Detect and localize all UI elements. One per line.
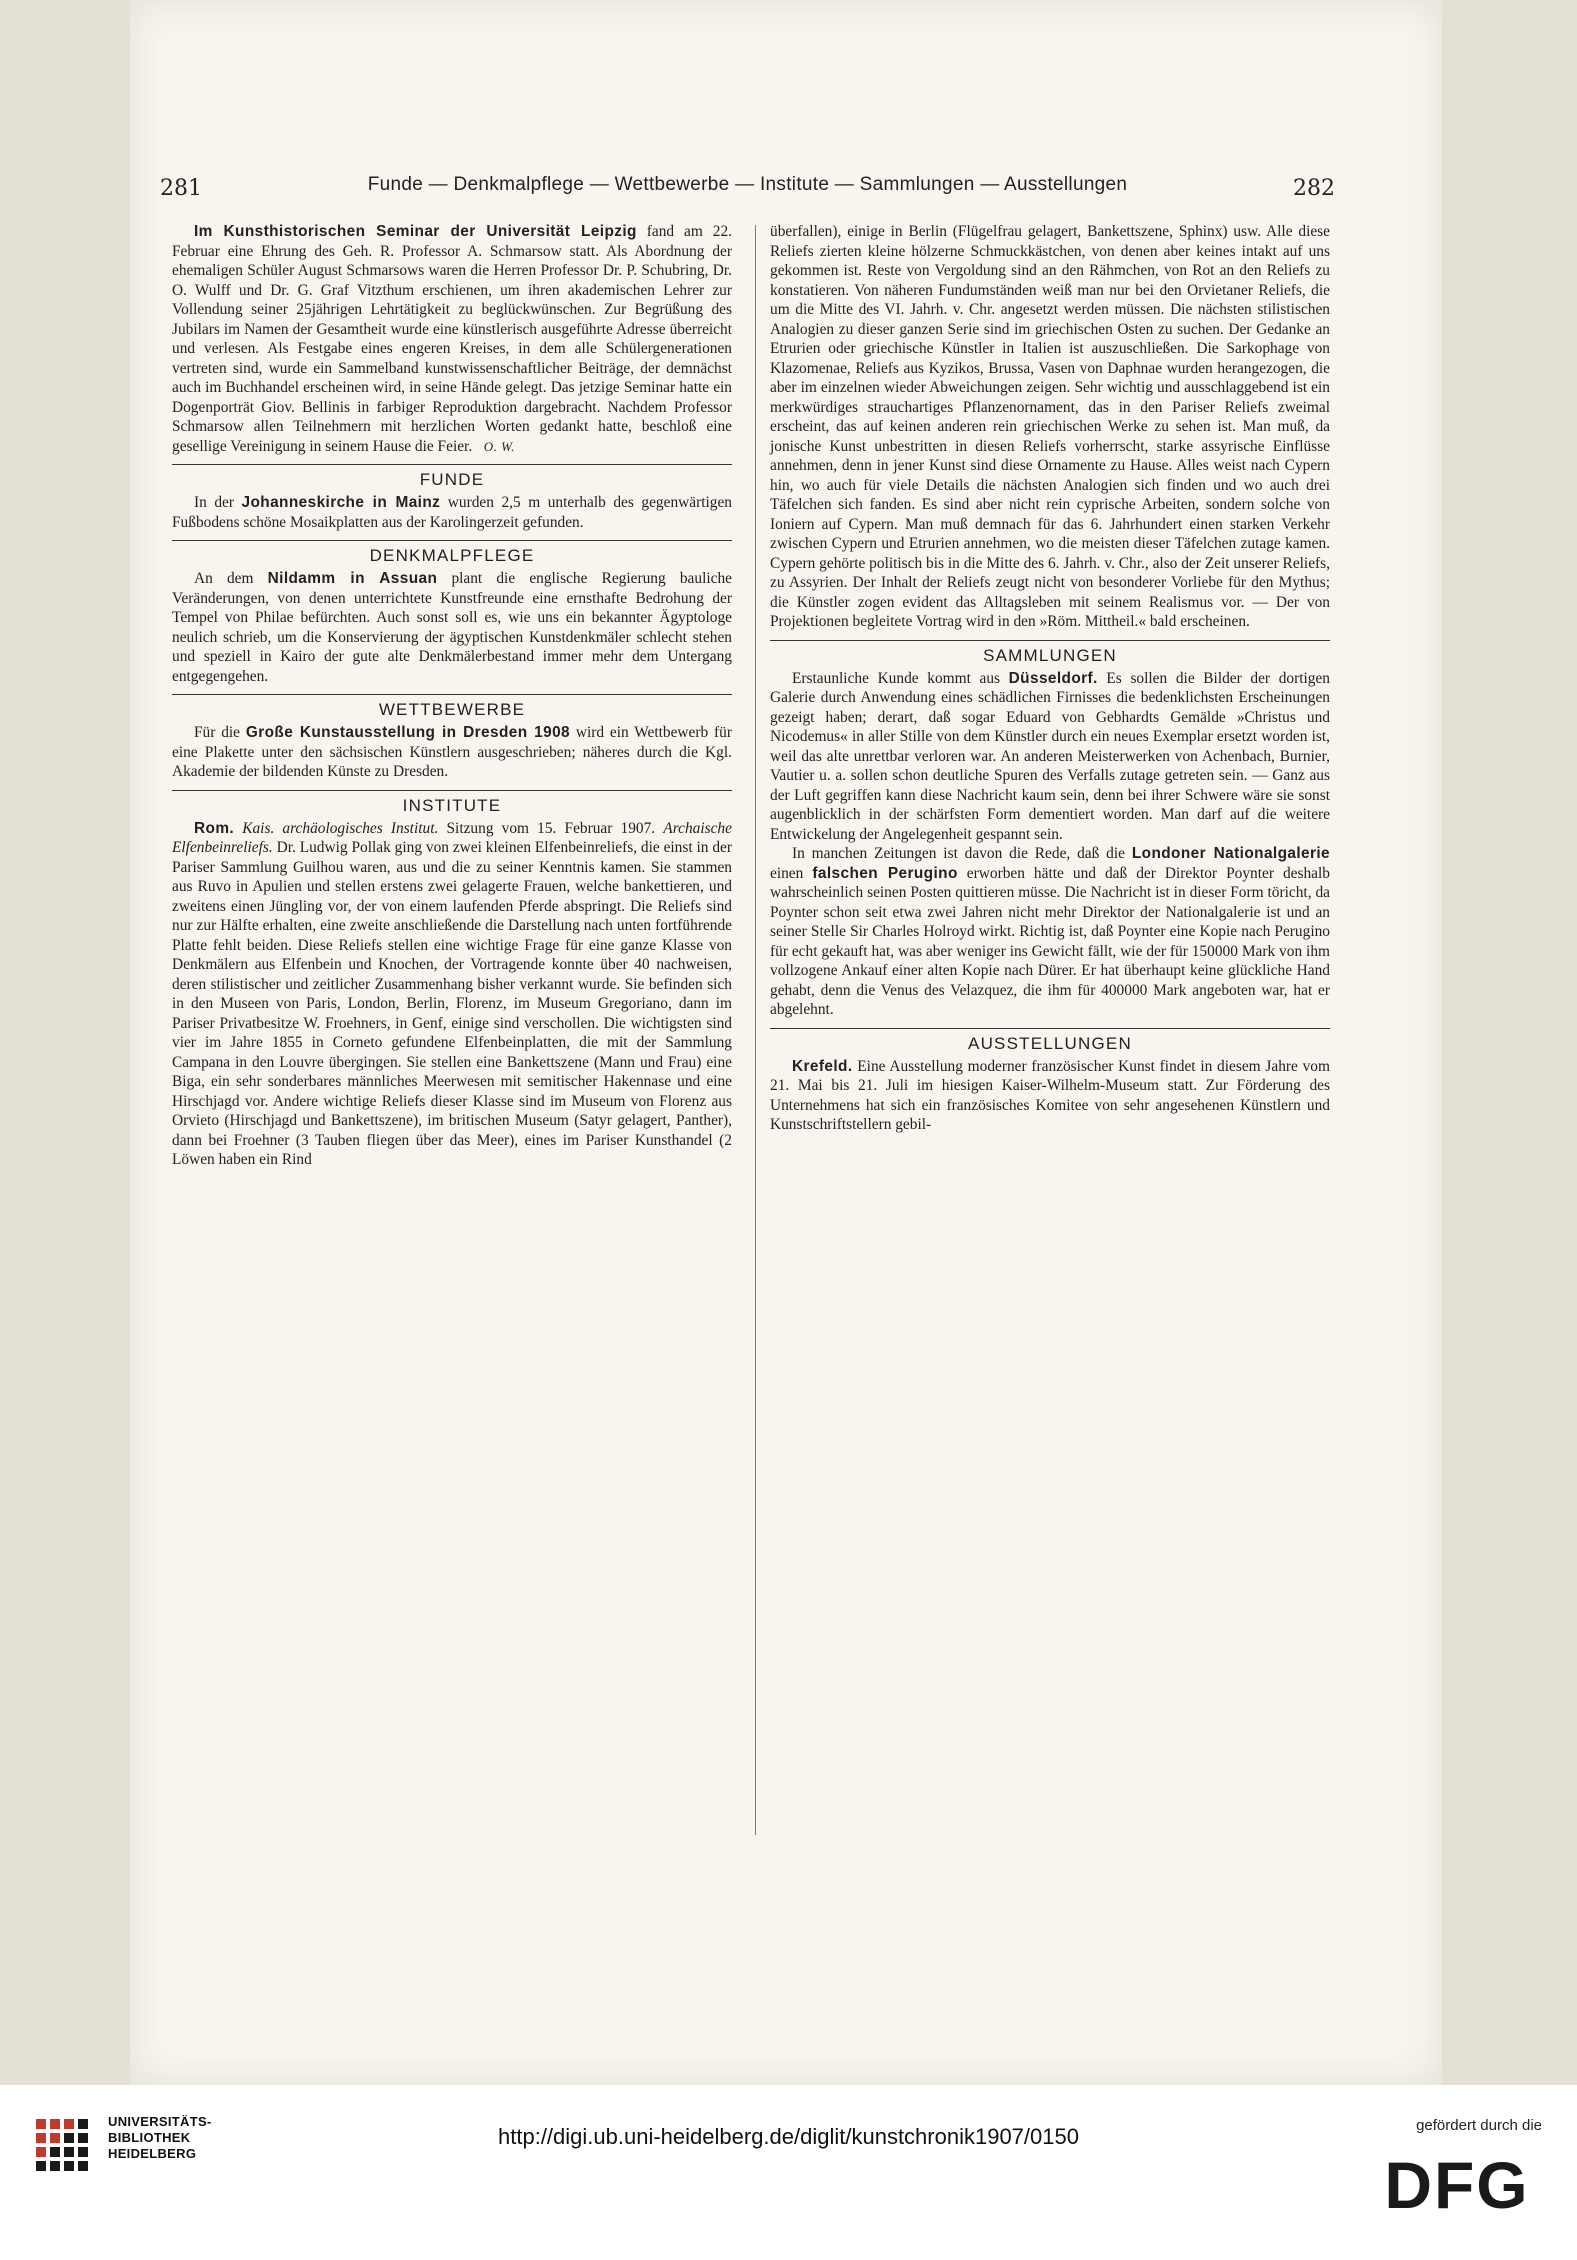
samm2-subject-1: Londoner Nationalgalerie — [1131, 845, 1331, 862]
funde-subject: Johanneskirche in Mainz — [241, 494, 441, 511]
column-divider — [755, 225, 756, 1835]
funde-text: wurden 2,5 m unterhalb des gegenwärtigen Fußbodens schöne Mosaikplatten aus der Karolingerzeit gefunden. — [172, 494, 732, 531]
library-line-2: BIBLIOTHEK — [108, 2130, 191, 2145]
library-line-3: HEIDELBERG — [108, 2146, 197, 2161]
permalink-url[interactable]: http://digi.ub.uni-heidelberg.de/diglit/kunstchronik1907/0150 — [498, 2124, 1079, 2149]
institute-date: Sitzung vom 15. Februar 1907. — [446, 819, 656, 837]
author-signature: O. W. — [483, 438, 516, 454]
wett-subject: Große Kunstausstellung in Dresden 1908 — [245, 724, 571, 741]
ausst-text: Eine Ausstellung moderner französischer Kunst findet in diesem Jahre vom 21. Mai bis 21. Juli im hiesigen Kaiser-Wilhelm-Museum statt. Zur Förderung des Unternehmens hat sich ein französisches Komitee von sehr angesehenen Künstlern und Kunstschriftstellern gebil- — [770, 1057, 1330, 1133]
samm2-text: erworben hätte und daß der Direktor Poynter deshalb wahrscheinlich seinen Posten quittieren müsse. Die Nachricht ist in dieser Form töricht, da Poynter schon seit etwa zwei Jahren nicht mehr Direktor der Nationalgalerie ist und an seiner Stelle Sir Charles Holroyd wirkt. Richtig ist, daß Poynter eine Kopie nach Perugino für echt gekauft hat, was aber weniger ins Gewicht fällt, wie der für 150000 Mark von ihm vollzogene Ankauf einer alten Kopie nach Dürer. Er hat überhaupt keine glückliche Hand gehabt, denn die Venus des Velazquez, die ihm für 400000 Mark angeboten war, hat er abgelehnt. — [770, 864, 1330, 1018]
seminar-text: fand am 22. Februar eine Ehrung des Geh. R. Professor A. Schmarsow statt. Als Abordnung der ehemaligen Schüler August Schmarsows waren die Herren Professor Dr. P. Schubring, Dr. O. Wulff und Dr. G. Graf Vitzthum erschienen, um ihren akademischen Lehrer zur Vollendung seiner 25jährigen Lehrtätigkeit zu beglückwünschen. Zur Begrüßung des Jubilars im Namen der Gesamtheit wurde eine künstlerisch ausgeführte Adresse überreicht und verlesen. Als Festgabe eines engeren Kreises, in dem alle Schülergenerationen vertreten sind, wurde ein Sammelband kunstwissenschaftlicher Beiträge, der demnächst auch im Buchhandel erscheinen wird, in seine Hände gelegt. Das jetzige Seminar hatte ein Dogenporträt Giov. Bellinis in farbiger Reproduktion dargebracht. Nachdem Professor Schmarsow allen Teilnehmern mit herzlichen Worten gedankt hatte, beschloß eine gesellige Vereinigung in seinem Hause die Feier. — [172, 223, 732, 455]
section-heading-wettbewerbe: WETTBEWERBE — [378, 700, 526, 719]
sammlungen-paragraph-1 — [770, 669, 1330, 845]
left-column — [172, 222, 732, 1170]
section-rule — [172, 540, 732, 541]
samm2-pre: In manchen Zeitungen ist davon die Rede, daß die — [792, 845, 1125, 862]
institute-text: Dr. Ludwig Pollak ging von zwei kleinen Elfenbeinreliefs, die einst in der Pariser Sammlung Guilhou waren, aus und die zu seiner Kenntnis kamen. Sie stammen aus Ruvo in Apulien und stellen erstens zwei gelagerte Frauen, welche bankettieren, und zweitens einen Jüngling vor, der von einem laufenden Pferde abspringt. Die Reliefs sind nur zur Hälfte erhalten, eine zweite anschließende die Darstellung nach unten fortführende Platte fehlt beiden. Diese Reliefs stellen eine wichtige Frage für eine ganze Klasse von Denkmälern aus Elfenbein und Knochen, der Vortragende konnte über 40 nachweisen, deren stilistischer und zeitlicher Zusammenhang bisher verkannt wurde. Sie befinden sich in den Museen von Paris, London, Berlin, Florenz, im Museum Gregoriano, dann im Pariser Privatbesitze W. Froehners, in Genf, einige sind verschollen. Die wichtigsten sind vier im Jahre 1855 in Corneto gefundene Elfenbeinplatten, die mit der Sammlung Campana in den Louvre übergingen. Sie stellen eine Bankettszene (Mann und Frau) eine Biga, ein sehr sonderbares männliches Meerwesen mit semitischer Hakennase und eine Hirschjagd vor. Andere wichtige Reliefs dieser Klasse sind im Museum von Florenz aus Orvieto (Hirschjagd und Bankettszene), im britischen Museum (Satyr gelagert, Panther), dann bei Froehner (3 Tauben fliegen über das Meer), eines im Pariser Kunsthandel (2 Löwen haben ein Rind — [172, 839, 732, 1168]
running-header — [160, 170, 1335, 206]
denkmal-paragraph — [172, 569, 732, 686]
seminar-heading: Im Kunsthistorischen Seminar der Universität Leipzig — [194, 223, 637, 240]
section-rule — [770, 1028, 1330, 1029]
funded-by-label: gefördert durch die — [1416, 2117, 1542, 2134]
denkmal-pre: An dem — [194, 570, 254, 587]
section-heading-ausstellungen: AUSSTELLUNGEN — [968, 1033, 1132, 1053]
seminar-paragraph — [172, 222, 732, 456]
section-rule — [172, 790, 732, 791]
wett-text: wird ein Wettbewerb für eine Plakette unter den sächsischen Künstlern ausgeschrieben; näheres durch die Kgl. Akademie der bildenden Künste zu Dresden. — [172, 724, 732, 780]
institute-name: Kais. archäologisches Institut. — [242, 819, 439, 837]
wett-paragraph — [172, 723, 732, 782]
denkmal-text: plant die englische Regierung bauliche Veränderungen, von denen unterrichtete Kunstfreunde eine ernsthafte Bedrohung der Tempel von Philae befürchten. Auch sonst soll es, wie uns ein bekannter Ägyptologe neulich schrieb, um die Konservierung der ägyptischen Kunstdenkmäler schlecht stehen und speziell in Kairo der gute alte Denkmälerbestand immer mehr dem Untergang entgegengehen. — [172, 570, 732, 685]
page-number-right: 282 — [1293, 176, 1335, 201]
right-column — [770, 222, 1330, 1135]
section-heading-funde: FUNDE — [419, 470, 485, 489]
section-rule — [172, 694, 732, 695]
ausst-subject: Krefeld. — [792, 1057, 853, 1075]
page-number-left: 281 — [160, 176, 202, 201]
dfg-logo-text: DFG — [1384, 2152, 1530, 2214]
section-rule — [172, 464, 732, 465]
samm1-pre: Erstaunliche Kunde kommt aus — [792, 669, 1001, 687]
library-line-1: UNIVERSITÄTS- — [108, 2114, 212, 2129]
ausstellungen-paragraph — [770, 1057, 1330, 1135]
samm2-mid: einen — [770, 864, 804, 882]
dfg-logo — [1370, 2152, 1545, 2214]
denkmal-subject: Nildamm in Assuan — [267, 570, 438, 587]
section-heading-denkmalpflege: DENKMALPFLEGE — [369, 546, 535, 565]
samm1-text: Es sollen die Bilder der dortigen Galerie durch Anwendung eines schädlichen Firnisses die bedenklichsten Erscheinungen gezeigt haben; derart, daß sogar Eduard von Gebhardts Gemälde »Christus und Nicodemus« in aller Stille von dem Künstler durch ein neues Exemplar ersetzt worden ist, weil das alte unrettbar verloren war. An anderen Meisterwerken von Achenbach, Burnier, Vautier u. a. sollen schon deutliche Spuren des Verfalls zutage getreten sein. — Ganz aus der Luft gegriffen kann diese Nachricht kaum sein, denn bei ihrer Schwere wäre sie sonst augenblicklich in der schärfsten Form dementiert worden. Man darf auf die weitere Entwickelung der Angelegenheit gespannt sein. — [770, 669, 1330, 843]
section-heading-institute: INSTITUTE — [402, 795, 502, 815]
sammlungen-paragraph-2 — [770, 844, 1330, 1020]
section-heading-sammlungen: SAMMLUNGEN — [983, 645, 1117, 665]
funde-paragraph — [172, 493, 732, 532]
samm2-subject-2: falschen Perugino — [812, 864, 958, 882]
lecture-title: Archaische Elfenbeinreliefs. — [172, 819, 732, 856]
institute-continuation: überfallen), einige in Berlin (Flügelfrau gelagert, Bankettszene, Sphinx) usw. Alle diese Reliefs zierten kleine hölzerne Schmuckkästchen, von denen aber keines intakt auf uns gekommen ist. Reste von Vergoldung sind an den Rähmchen, von Rot an den Reliefs zu konstatieren. Von näheren Fundumständen weiß man nur bei den Orvietaner Reliefs, die um die Mitte des VI. Jahrh. v. Chr. angesetzt werden müssen. Die nächsten stilistischen Analogien zu dieser ganzen Serie sind im griechischen Osten zu suchen. Der Gedanke an Etrurien oder griechische Künstler in Italien ist auszuschließen. Die Sarkophage von Klazomenae, Reliefs aus Kyzikos, Brussa, Vasen von Daphnae wurden herangezogen, die aber im einzelnen wieder Abweichungen zeigen. Sehr wichtig und ausschlaggebend ist ein merkwürdiges strauchartiges Pflanzenornament, das in den Pariser Reliefs zweimal erscheint, das auf keinen anderen rein griechischen Werke zu sehen ist. Man muß, da jonische Kunst unbestritten in diesen Reliefs vorherrscht, starke assyrische Einflüsse annehmen, denn in jener Kunst sind diese Ornamente zu Hause. Alles weist nach Cypern hin, wo auch für viele Details die nächsten Analogien sich finden und wo auch drei Täfelchen sich fanden. Es sind aber nicht rein cyprische Arbeiten, sondern solche von Ioniern auf Cypern. Man muß demnach für das 6. Jahrhundert einen starken Verkehr zwischen Cypern und Etrurien annehmen, wo die meisten dieser Täfelchen zutage kamen. Cypern gehörte politisch bis in die Mitte des 6. Jahrh. v. Chr., also der Zeit unserer Reliefs, zu Assyrien. Der Inhalt der Reliefs zeugt nicht von besonderer Vorliebe für den Mythus; die Künstler zogen evident das Alltagsleben mit seinem Realismus vor. — Der von Projektionen begleitete Vortrag wird in den »Röm. Mittheil.« bald erscheinen. — [770, 223, 1330, 630]
wett-pre: Für die — [194, 724, 241, 741]
running-title: Funde — Denkmalpflege — Wettbewerbe — Institute — Sammlungen — Ausstellungen — [367, 174, 1128, 195]
footer-bar — [0, 2085, 1577, 2260]
section-rule — [770, 640, 1330, 641]
institute-paragraph — [172, 819, 732, 1170]
institute-place: Rom. — [194, 819, 235, 837]
funde-pre: In der — [194, 494, 234, 511]
samm1-subject: Düsseldorf. — [1008, 669, 1098, 687]
